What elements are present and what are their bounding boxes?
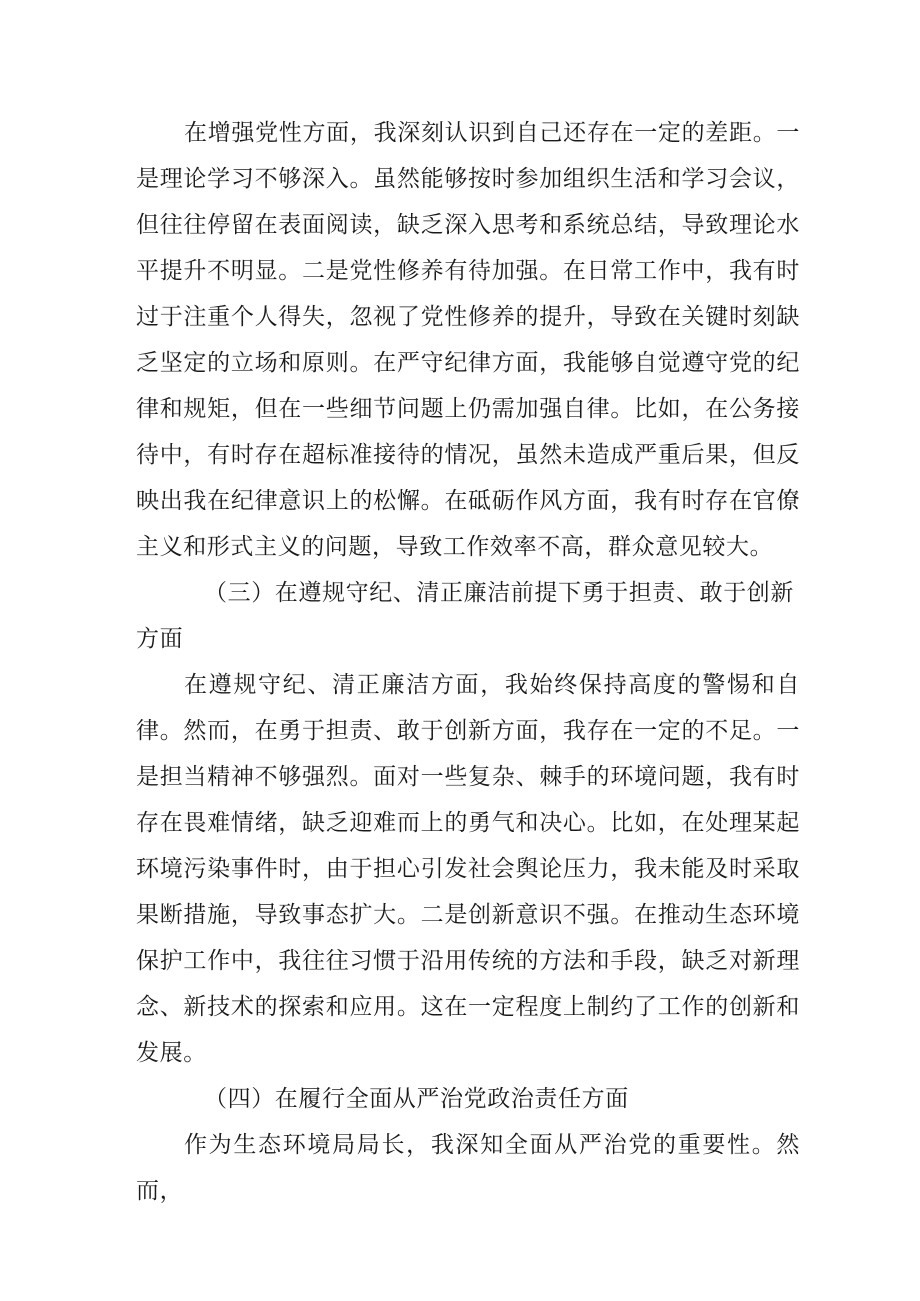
section-heading-4: （四）在履行全面从严治党政治责任方面 — [204, 1086, 629, 1112]
section-heading-3: （三）在遵规守纪、清正廉洁前提下勇于担责、敢于创新方面 — [136, 580, 794, 652]
paragraph-party-spirit: 在增强党性方面，我深刻认识到自己还存在一定的差距。一是理论学习不够深入。虽然能够按时参加组织生活和学习会议，但往往停留在表面阅读，缺乏深入思考和系统总结，导致理论水平提升不明显。二是党性修养有待加强。在日常工作中，我有时过于注重个人得失，忽视了党性修养的提升，导致在关键时刻缺乏坚定的立场和原则。在严守纪律方面，我能够自觉遵守党的纪律和规矩，但在一些细节问题上仍需加强自律。比如，在公务接待中，有时存在超标准接待的情况，虽然未造成严重后果，但反映出我在纪律意识上的松懈。在砥砺作风方面，我有时存在官僚主义和形式主义的问题，导致工作效率不高，群众意见较大。 — [136, 120, 800, 560]
paragraph-responsibility-innovation: 在遵规守纪、清正廉洁方面，我始终保持高度的警惕和自律。然而，在勇于担责、敢于创新方面，我存在一定的不足。一是担当精神不够强烈。面对一些复杂、棘手的环境问题，我有时存在畏难情绪，缺乏迎难而上的勇气和决心。比如，在处理某起环境污染事件时，由于担心引发社会舆论压力，我未能及时采取果断措施，导致事态扩大。二是创新意识不强。在推动生态环境保护工作中，我往往习惯于沿用传统的方法和手段，缺乏对新理念、新技术的探索和应用。这在一定程度上制约了工作的创新和发展。 — [136, 672, 800, 1066]
paragraph-party-governance: 作为生态环境局局长，我深知全面从严治党的重要性。然而， — [136, 1132, 800, 1204]
document-body — [136, 110, 800, 1214]
